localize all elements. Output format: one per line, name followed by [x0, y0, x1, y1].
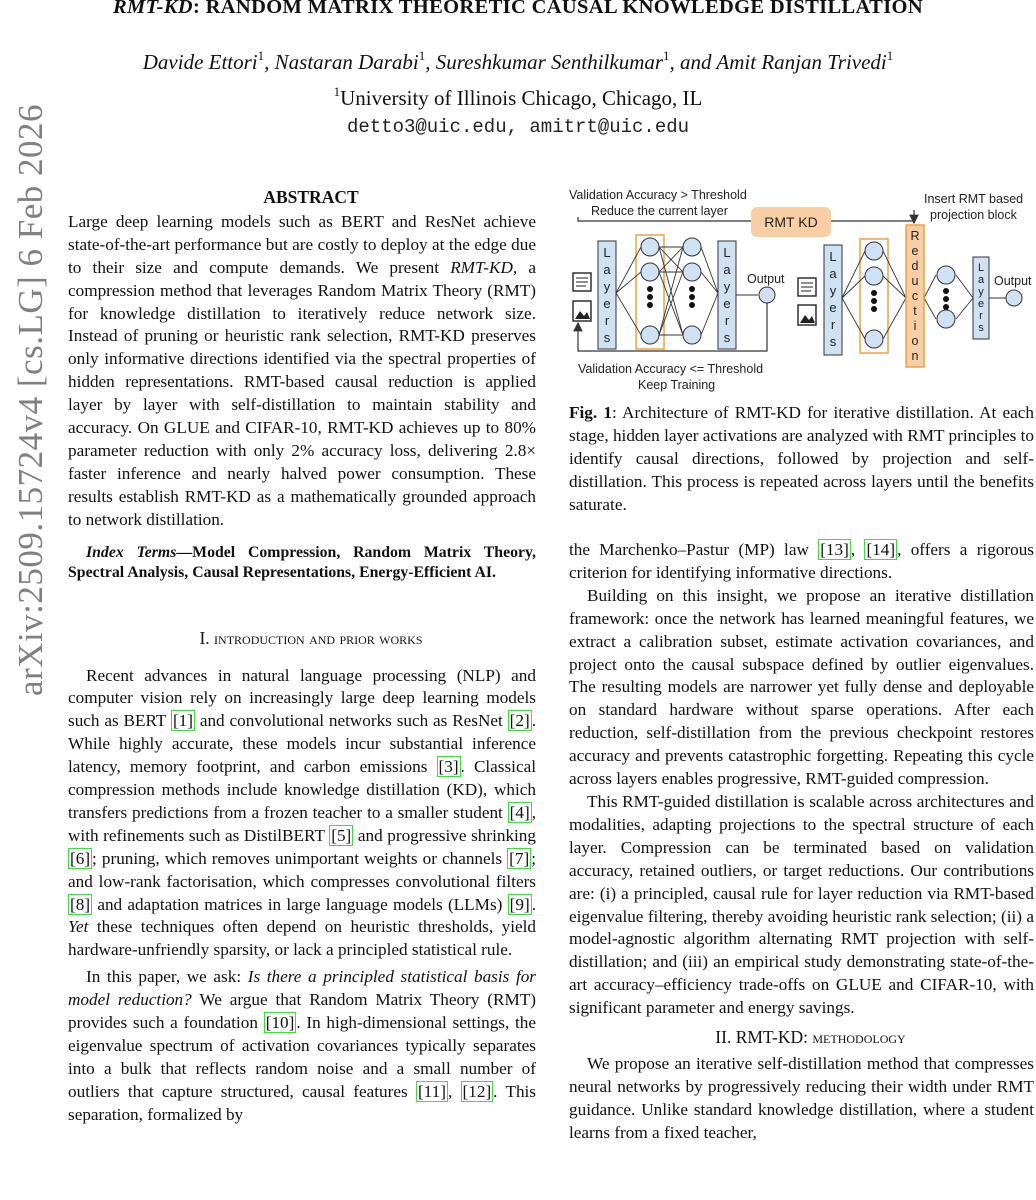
right-paragraph-3: We propose an iterative self-distillation method that compresses neural networks by progressively reducing their width under RMT guidance. Unlike standard knowledge distillation, where a student learns from a fixed teacher,: [569, 1053, 1034, 1142]
intro-text: ; and low-rank factorisation, which compresses convolutional filters: [68, 848, 536, 891]
citation-link[interactable]: [4]: [509, 802, 530, 822]
intro-paragraph-2: [68, 966, 536, 1126]
citation-link[interactable]: [2]: [509, 711, 530, 731]
figure-caption: [569, 402, 1034, 517]
top-label-1: Validation Accuracy > Threshold: [569, 188, 747, 202]
section-heading-methodology: [569, 1026, 1034, 1049]
intro-text: , with refinements such as DistilBERT: [68, 802, 536, 845]
citation-link[interactable]: [7]: [509, 848, 530, 868]
citation-link[interactable]: [1]: [172, 711, 193, 731]
affiliation-mark: 1: [333, 84, 341, 99]
citation-link[interactable]: [9]: [509, 894, 530, 914]
body-text: the Marchenko–Pastur (MP) law: [569, 540, 819, 559]
title-method-name: RMT-KD: [113, 0, 193, 18]
affiliation: [0, 86, 1036, 111]
caption-label: Fig. 1: [569, 403, 612, 422]
intro-paragraph-1: [68, 665, 536, 963]
paper-title: [0, 0, 1036, 19]
right-paragraph-2: This RMT-guided distillation is scalable across architectures and modalities, adapting projections to the spectral structure of each layer. Compression can be terminated based on validation accuracy, retained outliers, or target reductions. Our contributions are: (i) a principled, causal rule for layer reduction via RMT-based eigenvalue filtering, thereby avoiding heuristic rank selection; (ii) a model-agnostic algorithm alternating RMT projection with self-distillation; and (iii) an empirical study demonstrating state-of-the-art accuracy–efficiency trade-offs on GLUE and CIFAR-10, with significant parameter and energy savings.: [569, 791, 1034, 1018]
intro-text: . Classical compression methods include knowledge distillation (KD), which transfers predictions from a frozen teacher to a smaller student: [68, 757, 536, 822]
intro-text: .: [531, 894, 536, 914]
section-number: I.: [199, 627, 215, 648]
author-affil-mark: 1: [663, 48, 670, 63]
intro-text: Recent advances in natural language processing (NLP) and computer vision rely on increasingly large deep learning models such as BERT: [68, 665, 536, 731]
citation-link[interactable]: [13]: [820, 540, 849, 559]
arxiv-identifier: arXiv:2509.15724v4 [cs.LG] 6 Feb 2026: [11, 103, 50, 697]
layers-label: L a y e r s: [723, 245, 731, 345]
intro-text: and progressive shrinking: [353, 825, 536, 845]
section-title: methodology: [812, 1027, 906, 1048]
insert-label-1: Insert RMT based: [924, 192, 1024, 206]
citation-link[interactable]: [12]: [462, 1081, 492, 1101]
layers-label: L a y e r s: [603, 245, 611, 345]
reduction-label: R e d u c t i o n: [910, 229, 920, 363]
intro-emphasis: Yet: [68, 917, 89, 937]
intro-text: ,: [447, 1081, 461, 1101]
author-name: Amit Ranjan Trivedi: [716, 50, 887, 74]
intro-text: . While highly accurate, these models incur substantial inference latency, memory footprint, and carbon emissions: [68, 711, 536, 777]
section-heading-intro: [68, 627, 536, 650]
intro-text: We argue that Random Matrix Theory (RMT) provides such a foundation: [68, 990, 536, 1033]
output-node: [759, 287, 775, 303]
intro-text: ; pruning, which removes unimportant weights or channels: [92, 848, 508, 868]
author-affil-mark: 1: [257, 48, 265, 63]
architecture-diagram: [566, 183, 1036, 398]
layers-label: L a y e r s: [977, 262, 985, 334]
citation-link[interactable]: [5]: [331, 825, 352, 845]
section-title: RMT-KD:: [735, 1027, 813, 1048]
right-paragraph-1: Building on this insight, we propose an iterative distillation framework: once the network has learned meaningful features, we extract a calibration subset, estimate activation covariances, and project onto the causal subspace defined by outlier eigenvalues. The resulting models are narrower yet fully dense and deployable on standard hardware without sparse operations. After each reduction, self-distillation from the previous checkpoint restores accuracy and prevents catastrophic forgetting. Repeating this cycle across layers enables progressive, RMT-guided compression.: [569, 585, 1034, 789]
intro-text: these techniques often depend on heuristic thresholds, yield hardware-unfriendly sparsity, or lack a principled statistical rule.: [68, 917, 536, 960]
rmt-kd-label: RMT KD: [764, 214, 818, 230]
author-name: Davide Ettori: [142, 50, 258, 74]
index-terms-text: —Model Compression, Random Matrix Theory, Spectral Analysis, Causal Representations, Energy-Efficient AI.: [68, 543, 536, 581]
section-title: introduction and prior works: [214, 627, 423, 648]
title-rest: : RANDOM MATRIX THEORETIC CAUSAL KNOWLEDGE DISTILLATION: [192, 0, 923, 18]
section-number: II.: [715, 1027, 736, 1048]
author-separator: ,: [264, 50, 275, 74]
body-text: ,: [850, 540, 865, 559]
author-name: Nastaran Darabi: [274, 50, 419, 74]
abstract-text: , a compression method that leverages Random Matrix Theory (RMT) for knowledge distillation to iteratively reduce network size. Instead of pruning or heuristic rank selection, RMT-KD preserves only informative directions identified via the spectral properties of hidden representations. RMT-based causal reduction is applied layer by layer with self-distillation to maintain stability and accuracy. On GLUE and CIFAR-10, RMT-KD achieves up to 80% parameter reduction with only 2% accuracy loss, delivering 2.8× faster inference and nearly halved power consumption. These results establish RMT-KD as a mathematically grounded approach to network distillation.: [68, 257, 536, 529]
abstract-body: [68, 211, 536, 532]
citation-link[interactable]: [11]: [417, 1081, 446, 1101]
author-name: Sureshkumar Senthilkumar: [435, 50, 664, 74]
layers-label: L a y e r s: [829, 249, 837, 349]
author-emails: detto3@uic.edu, amitrt@uic.edu: [346, 116, 690, 138]
left-column: [68, 186, 536, 1127]
citation-link[interactable]: [3]: [438, 757, 459, 777]
output-label: Output: [994, 274, 1032, 288]
output-label: Output: [747, 272, 785, 286]
intro-text: . This separation, formalized by: [68, 1081, 536, 1124]
citation-link[interactable]: [14]: [866, 540, 896, 559]
top-label-2: Reduce the current layer: [591, 204, 728, 218]
output-node: [1006, 290, 1022, 306]
insert-label-2: projection block: [930, 208, 1017, 222]
bottom-label-1: Validation Accuracy <= Threshold: [578, 362, 764, 376]
arxiv-sidebar: [0, 0, 62, 1200]
intro-text: and convolutional networks such as ResNet: [194, 711, 508, 731]
right-paragraph-0: [569, 539, 1034, 585]
intro-text: and adaptation matrices in large language models (LLMs): [92, 894, 508, 914]
body-text: , offers a rigorous criterion for identifying informative directions.: [569, 540, 1034, 582]
author-affil-mark: 1: [418, 48, 426, 63]
caption-text: : Architecture of RMT-KD for iterative distillation. At each stage, hidden layer activations are analyzed with RMT principles to identify causal directions, followed by projection and self-distillation. This process is repeated across layers until the benefits saturate.: [569, 403, 1034, 514]
citation-link[interactable]: [8]: [70, 894, 91, 914]
abstract-text: Large deep learning models such as BERT and ResNet achieve state-of-the-art performance but are costly to deploy at the edge due to their size and compute demands. We present: [68, 211, 536, 277]
index-terms-label: Index Terms: [86, 543, 177, 561]
author-separator: , and: [669, 50, 717, 74]
right-column: [569, 539, 1034, 1145]
intro-emphasis: Is there a principled statistical basis for model reduction?: [68, 967, 536, 1010]
dense-connections: [616, 247, 718, 335]
author-affil-mark: 1: [886, 48, 894, 63]
intro-text: . In high-dimensional settings, the eigenvalue spectrum of activation covariances typically separates into a bulk that reflects random noise and a small number of outliers that capture structured, causal features: [68, 1013, 536, 1101]
bottom-label-2: Keep Training: [638, 378, 716, 392]
index-terms: [68, 543, 536, 583]
author-separator: ,: [425, 50, 436, 74]
intro-text: In this paper, we ask:: [86, 967, 248, 987]
citation-link[interactable]: [10]: [265, 1013, 295, 1033]
figure-1: [566, 183, 1036, 398]
abstract-emphasis: RMT-KD: [450, 257, 513, 277]
citation-link[interactable]: [6]: [70, 848, 91, 868]
affiliation-text: University of Illinois Chicago, Chicago, IL: [340, 86, 703, 110]
abstract-heading: ABSTRACT: [263, 187, 359, 207]
author-list: [0, 50, 1036, 75]
